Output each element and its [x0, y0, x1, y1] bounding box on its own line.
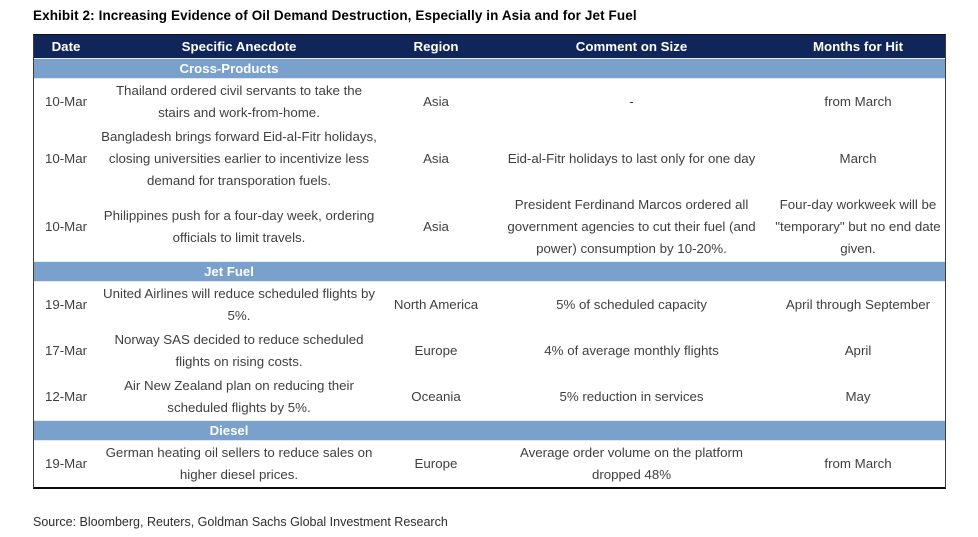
months-cell: April through September — [785, 297, 931, 312]
date-cell: 10-Mar — [44, 151, 88, 166]
anecdote-cell: United Airlines will reduce scheduled flights by 5%. — [103, 286, 375, 323]
comment-cell: President Ferdinand Marcos ordered all government agencies to cut their fuel (and power) consumption by 10-20%. — [507, 197, 756, 256]
header-cell-date: Date — [51, 39, 81, 54]
anecdote-cell: Philippines push for a four-day week, ordering officials to limit travels. — [103, 208, 375, 245]
table-header-row — [34, 35, 945, 58]
region-cell: Asia — [423, 94, 449, 109]
table-row — [34, 79, 945, 125]
section-header-row — [34, 420, 945, 441]
source-attribution: Source: Bloomberg, Reuters, Goldman Sachs Global Investment Research — [33, 515, 448, 529]
table-row — [34, 328, 945, 374]
date-cell: 19-Mar — [44, 297, 88, 312]
region-cell: North America — [393, 297, 479, 312]
section-label: Jet Fuel — [204, 264, 254, 279]
months-cell: from March — [824, 456, 892, 471]
date-cell: 17-Mar — [44, 343, 88, 358]
anecdote-cell: Bangladesh brings forward Eid-al-Fitr holidays, closing universities earlier to incentivize less demand for transporation fuels. — [101, 129, 377, 188]
comment-cell: 5% reduction in services — [559, 389, 704, 404]
date-cell: 10-Mar — [44, 219, 88, 234]
comment-cell: - — [629, 94, 634, 109]
months-cell: March — [839, 151, 877, 166]
date-cell: 10-Mar — [44, 94, 88, 109]
region-cell: Oceania — [411, 389, 461, 404]
anecdote-table — [33, 34, 946, 489]
header-cell-comment-on-size: Comment on Size — [575, 39, 688, 54]
months-cell: May — [845, 389, 871, 404]
anecdote-cell: Norway SAS decided to reduce scheduled flights on rising costs. — [114, 332, 364, 369]
header-cell-specific-anecdote: Specific Anecdote — [181, 39, 297, 54]
section-header-row — [34, 58, 945, 79]
table-body — [34, 58, 945, 487]
comment-cell: Eid-al-Fitr holidays to last only for one day — [507, 151, 756, 166]
months-cell: from March — [824, 94, 892, 109]
header-cell-region: Region — [413, 39, 459, 54]
section-header-row — [34, 261, 945, 282]
months-cell: April — [844, 343, 872, 358]
region-cell: Europe — [414, 456, 458, 471]
header-cell-months-for-hit: Months for Hit — [812, 39, 904, 54]
anecdote-cell: Air New Zealand plan on reducing their scheduled flights by 5%. — [124, 378, 354, 415]
table-row — [34, 193, 945, 261]
months-cell: Four-day workweek will be "temporary" but no end date given. — [775, 197, 941, 256]
table-row — [34, 441, 945, 487]
table-row — [34, 125, 945, 193]
table-row — [34, 374, 945, 420]
section-label: Cross-Products — [179, 61, 279, 76]
section-label: Diesel — [209, 423, 249, 438]
exhibit-title: Exhibit 2: Increasing Evidence of Oil Demand Destruction, Especially in Asia and for Jet Fuel — [33, 8, 637, 23]
anecdote-cell: German heating oil sellers to reduce sales on higher diesel prices. — [105, 445, 373, 482]
comment-cell: Average order volume on the platform dropped 48% — [520, 445, 743, 482]
date-cell: 12-Mar — [44, 389, 88, 404]
comment-cell: 4% of average monthly flights — [544, 343, 719, 358]
comment-cell: 5% of scheduled capacity — [556, 297, 707, 312]
region-cell: Asia — [423, 151, 449, 166]
region-cell: Asia — [423, 219, 449, 234]
date-cell: 19-Mar — [44, 456, 88, 471]
region-cell: Europe — [414, 343, 458, 358]
anecdote-cell: Thailand ordered civil servants to take the stairs and work-from-home. — [115, 83, 363, 120]
table-row — [34, 282, 945, 328]
